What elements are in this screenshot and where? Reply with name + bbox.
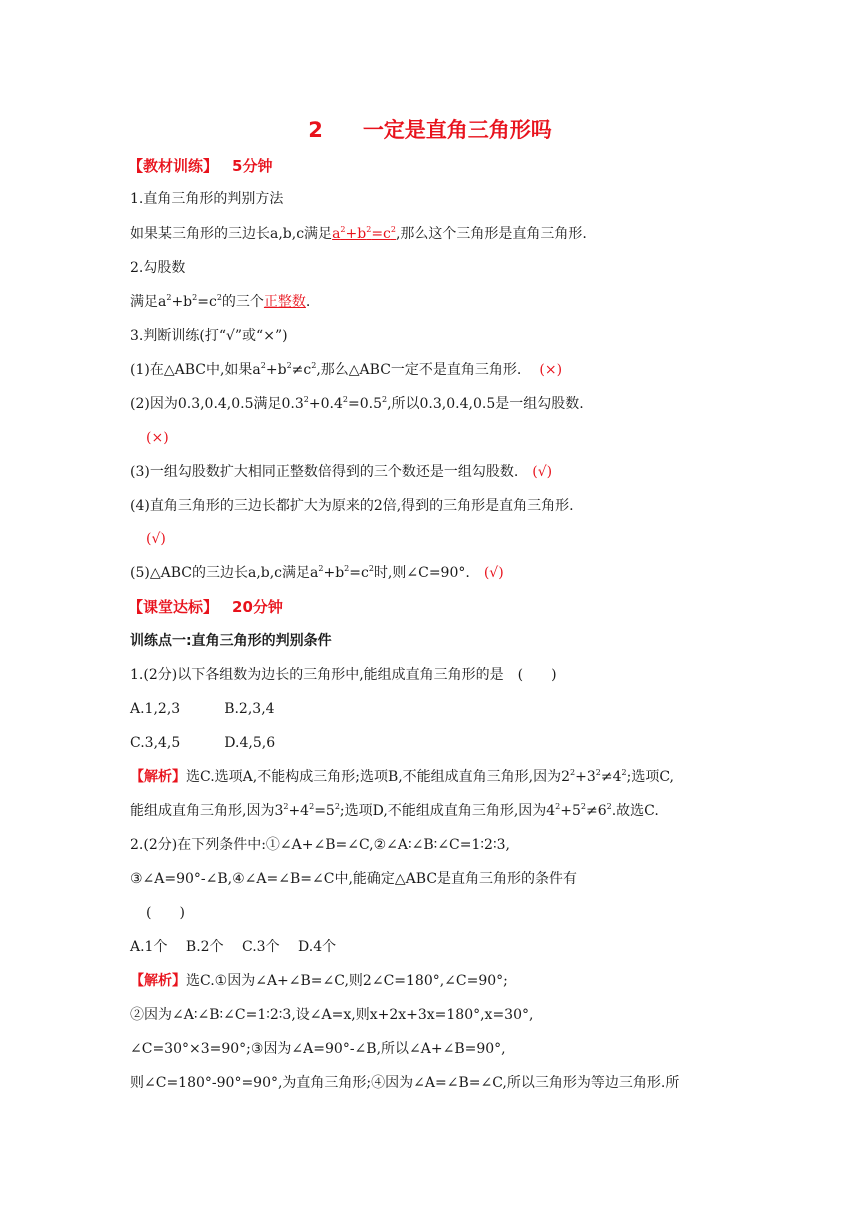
problem1-analysis-line1: 【解析】选C.选项A,不能构成三角形;选项B,不能组成直角三角形,因为$2^2+3^2\ne 4^2$;选项C,	[130, 768, 674, 785]
problem2-analysis-line1: 【解析】选C.①因为∠A+∠B=∠C,则2∠C=180°,∠C=90°;	[130, 973, 508, 989]
section-heading-classroom: 【课堂达标】 20分钟	[128, 598, 283, 616]
problem2-question-line2: ③∠A=90°-∠B,④∠A=∠B=∠C中,能确定△ABC是直角三角形的条件有	[130, 871, 578, 887]
problem1-analysis-line2: 能组成直角三角形,因为$3^2+4^2=5^2$;选项D,不能组成直角三角形,因为$4^2+5^2\ne 6^2$.故选C.	[130, 802, 659, 819]
section-heading-textbook: 【教材训练】 5分钟	[128, 157, 273, 175]
judge-q2-mark: (×)	[146, 430, 169, 446]
item2-heading: 2.勾股数	[130, 260, 186, 276]
problem2-answer-blank: ( )	[146, 905, 185, 921]
problem2-question-line1: 2.(2分)在下列条件中:①∠A+∠B=∠C,②∠A∶∠B∶∠C=1∶2∶3,	[130, 837, 510, 853]
judge-q4-mark: (√)	[146, 531, 166, 547]
page-title	[0, 114, 860, 144]
item2-answer: 正整数	[263, 294, 306, 310]
judge-q3-mark: (√)	[532, 464, 553, 480]
judge-q1-mark: (×)	[539, 362, 563, 378]
lesson-number: 2	[308, 118, 323, 142]
lesson-title: 一定是直角三角形吗	[362, 118, 552, 142]
judge-q3: (3)一组勾股数扩大相同正整数倍得到的三个数还是一组勾股数. (√)	[130, 464, 553, 480]
item1-heading: 1.直角三角形的判别方法	[130, 191, 284, 207]
problem2-options: A.1个 B.2个 C.3个 D.4个	[130, 939, 337, 955]
problem2-analysis-line4: 则∠C=180°-90°=90°,为直角三角形;④因为∠A=∠B=∠C,所以三角形为等边三角形.所	[130, 1075, 680, 1091]
analysis-label: 【解析】	[130, 769, 186, 785]
judge-q5: (5)△ABC的三边长a,b,c满足$a^2+b^2=c^2$时,则∠C=90°. (√)	[130, 564, 504, 581]
judge-q2: (2)因为0.3,0.4,0.5满足$0.3^2+0.4^2=0.5^2$,所以0.3,0.4,0.5是一组勾股数.	[130, 395, 584, 412]
judge-q4: (4)直角三角形的三边长都扩大为原来的2倍,得到的三角形是直角三角形.	[130, 498, 574, 514]
item2-text: 满足$a^2+b^2=c^2$的三个正整数.	[130, 293, 311, 310]
analysis-label: 【解析】	[130, 973, 186, 989]
judge-q5-mark: (√)	[483, 565, 504, 581]
problem2-analysis-line2: ②因为∠A∶∠B∶∠C=1∶2∶3,设∠A=x,则x+2x+3x=180°,x=30°,	[130, 1007, 534, 1023]
item1-text: 如果某三角形的三边长a,b,c满足$a^2+b^2=c^2$,那么这个三角形是直角三角形.	[130, 225, 587, 242]
item1-answer: $a^2+b^2=c^2$	[332, 225, 396, 242]
problem1-question: 1.(2分)以下各组数为边长的三角形中,能组成直角三角形的是 ( )	[130, 667, 557, 683]
judge-q1: (1)在△ABC中,如果$a^2+b^2\ne c^2$,那么△ABC一定不是直角三角形. (×)	[130, 361, 563, 378]
problem1-options-row2: C.3,4,5 D.4,5,6	[130, 735, 276, 751]
problem2-analysis-line3: ∠C=30°×3=90°;③因为∠A=90°-∠B,所以∠A+∠B=90°,	[130, 1041, 506, 1057]
item3-heading: 3.判断训练(打“√”或“×”)	[130, 328, 288, 344]
training-point-1: 训练点一:直角三角形的判别条件	[130, 633, 332, 649]
problem1-options-row1: A.1,2,3 B.2,3,4	[130, 701, 275, 717]
